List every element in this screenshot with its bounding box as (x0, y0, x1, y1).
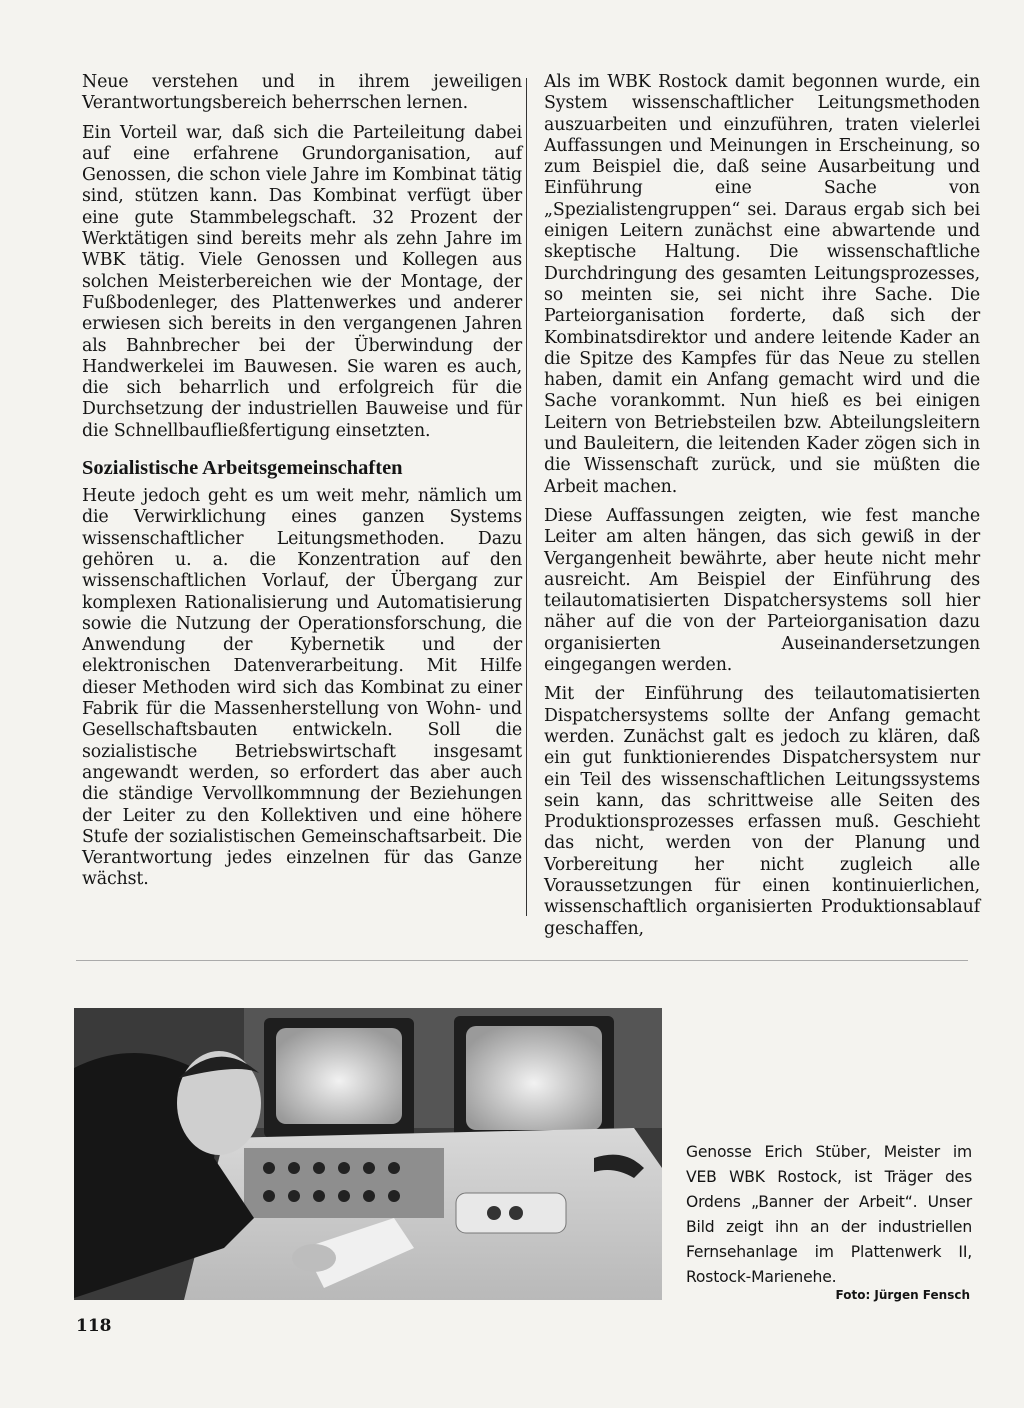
photo-illustration (74, 1008, 662, 1300)
right-paragraph-3: Mit der Einführung des teilautomatisierten Dispatchersystems sollte der Anfang gemacht werden. Zunächst galt es jedoch zu klären, daß ein gut funktionierendes Dispatchersystem nur ein Teil des wissenschaftlichen Leitungssystems sein kann, das schrittweise alle Seiten des Produktionsprozesses erfassen muß. Geschieht das nicht, werden von der Planung und Vorbereitung her nicht zugleich alle Voraussetzungen für einen kontinuierlichen, wissenschaftlich organisierten Produktionsablauf geschaffen, (544, 684, 980, 939)
horizontal-rule (76, 960, 968, 961)
right-paragraph-2: Diese Auffassungen zeigten, wie fest manche Leiter am alten hängen, das sich gewiß in der Vergangenheit bewährte, aber heute nicht mehr ausreicht. Am Beispiel der Einführung des teilautomatisierten Dispatchersystems soll hier näher auf die von der Parteiorganisation dazu organisierten Auseinandersetzungen eingegangen werden. (544, 505, 980, 676)
page-number: 118 (76, 1316, 112, 1336)
section-heading: Sozialistische Arbeitsgemeinschaften (82, 457, 403, 480)
left-paragraph-1: Neue verstehen und in ihrem jeweiligen Verantwortungsbereich beherrschen lernen. (82, 72, 522, 114)
right-column (544, 72, 980, 948)
right-paragraph-1: Als im WBK Rostock damit begonnen wurde, ein System wissenschaftlicher Leitungsmethoden auszuarbeiten und einzuführen, traten vielerlei Auffassungen und Meinungen in Erscheinung, so zum Beispiel die, daß seine Ausarbeitung und Einführung eine Sache von „Spezialistengruppen“ sei. Daraus ergab sich bei einigen Leitern zunächst eine abwartende und skeptische Haltung. Die wissenschaftliche Durchdringung des gesamten Leitungsprozesses, so meinten sie, sei nicht ihre Sache. Die Parteiorganisation forderte, daß sich der Kombinatsdirektor und andere leitende Kader an die Spitze des Kampfes für das Neue zu stellen haben, damit ein Anfang gemacht wird und die Sache vorankommt. Nun hieß es bei einigen Leitern von Betriebsteilen bzw. Abteilungsleitern und Bauleitern, die leitenden Kader zögen sich in die Wissenschaft zurück, und sie müßten die Arbeit machen. (544, 72, 980, 497)
photo-credit: Foto: Jürgen Fensch (835, 1288, 970, 1302)
left-column (82, 72, 522, 899)
photo (74, 1008, 662, 1300)
photo-caption: Genosse Erich Stüber, Meister im VEB WBK Rostock, ist Träger des Ordens „Banner der Arbeit“. Unser Bild zeigt ihn an der industriellen Fernsehanlage im Plattenwerk II, Rostock-Marienehe. (686, 1143, 972, 1286)
left-paragraph-2: Ein Vorteil war, daß sich die Parteileitung dabei auf eine erfahrene Grundorganisation, auf Genossen, die schon viele Jahre im Kombinat tätig sind, stützen kann. Das Kombinat verfügt über eine gute Stammbelegschaft. 32 Prozent der Werktätigen sind bereits mehr als zehn Jahre im WBK tätig. Viele Genossen und Kollegen aus solchen Meisterbereichen wie der Montage, der Fußbodenleger, des Plattenwerkes und anderer erwiesen sich bereits in den vergangenen Jahren als Bahnbrecher bei der Überwindung der Handwerkelei im Bauwesen. Sie waren es auch, die sich beharrlich und erfolgreich für die Durchsetzung der industriellen Bauweise und für die Schnellbaufließfertigung einsetzten. (82, 122, 522, 441)
left-paragraph-3: Heute jedoch geht es um weit mehr, nämlich um die Verwirklichung eines ganzen Systems wissenschaftlicher Leitungsmethoden. Dazu gehören u. a. die Konzentration auf den wissenschaftlichen Vorlauf, der Übergang zur komplexen Rationalisierung und Automatisierung sowie die Nutzung der Operationsforschung, die Anwendung der Kybernetik und der elektronischen Datenverarbeitung. Mit Hilfe dieser Methoden wird sich das Kombinat zu einer Fabrik für die Massenherstellung von Wohn- und Gesellschaftsbauten entwickeln. Soll die sozialistische Betriebswirtschaft insgesamt angewandt werden, so erfordert das aber auch die ständige Vervollkommnung der Beziehungen der Leiter zu den Kollektiven und eine höhere Stufe der sozialistischen Gemeinschaftsarbeit. Die Verantwortung jedes einzelnen für das Ganze wächst. (82, 486, 522, 890)
column-divider (526, 78, 527, 916)
